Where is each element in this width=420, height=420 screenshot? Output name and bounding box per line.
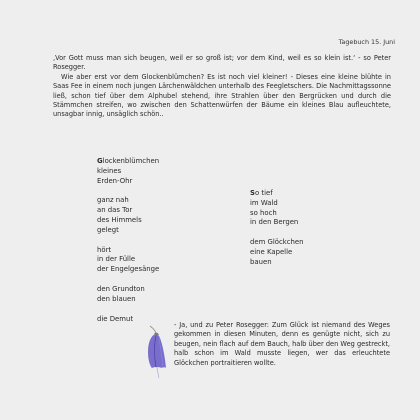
poem-line: der Engelgesänge [97, 265, 160, 274]
poem-stanza [97, 157, 159, 186]
rosegger-quote: ‚Vor Gott muss man sich beugen, weil er so groß ist; vor dem Kind, weil es so klein ist.‘ - so Peter Rosegger. [53, 54, 391, 72]
poem-line [97, 157, 159, 167]
poem-initial: S [250, 189, 255, 197]
poem-line: den Grundton [97, 284, 145, 293]
poem-line: des Himmels [97, 215, 142, 224]
poem-line [250, 189, 304, 199]
poem-line-rest: lockenblümchen [102, 157, 160, 165]
poem-line-rest: o tief [254, 189, 273, 197]
poem-stanza [250, 189, 304, 228]
poem-line: in den Bergen [250, 218, 299, 227]
poem-stanza [97, 246, 159, 275]
poem-stanza [250, 238, 304, 267]
poem-right-column [250, 189, 304, 278]
poem-line: an das Tor [97, 206, 133, 215]
outro-text [174, 321, 390, 368]
poem-line: dem Glöckchen [250, 238, 304, 247]
outro-paragraph: - Ja, und zu Peter Rosegger: Zum Glück ist niemand des Weges gekommen in diesen Minuten, denn es genügte nicht, sich zu beugen, nein flach auf dem Bauch, halb über den Weg gestreckt, halb schon im Wald musste liegen, wer das erleuchtete Glöckchen portraitieren wollte. [174, 321, 390, 367]
poem-line: kleines [97, 166, 122, 175]
poem-line: Erden-Ohr [97, 176, 133, 185]
bellflower-icon [141, 322, 173, 382]
intro-text [53, 54, 391, 120]
poem-line: im Wald [250, 198, 278, 207]
poem-line: gelegt [97, 225, 119, 234]
poem-line: hört [97, 245, 112, 254]
diary-date: Tagebuch 15. Juni [338, 38, 395, 46]
intro-paragraph: Wie aber erst vor dem Glockenblümchen? Es ist noch viel kleiner! - Dieses eine kleine blühte in Saas Fee in einem noch jungen Lärchenwäldchen unterhalb des Feegletschers. Die Nachmittagssonne ließ, schon tief über dem Alphubel stehend, ihre Strahlen über den Bergrücken und durch die Stämmchen streifen, wo zwischen den Schattenwürfen der Bäume ein kleines Blau aufleuchtete, unsagbar innig, unsäglich schön.. [53, 72, 391, 119]
poem-left-column [97, 157, 159, 334]
poem-line: bauen [250, 257, 272, 266]
poem-initial: G [97, 157, 103, 165]
poem-line: die Demut [97, 314, 134, 323]
poem-line: ganz nah [97, 196, 129, 205]
poem-line: den blauen [97, 294, 136, 303]
poem-stanza [97, 285, 159, 305]
poem-line: so hoch [250, 208, 277, 217]
poem-line: eine Kapelle [250, 247, 293, 256]
poem-stanza [97, 196, 159, 235]
poem-line: in der Fülle [97, 255, 136, 264]
